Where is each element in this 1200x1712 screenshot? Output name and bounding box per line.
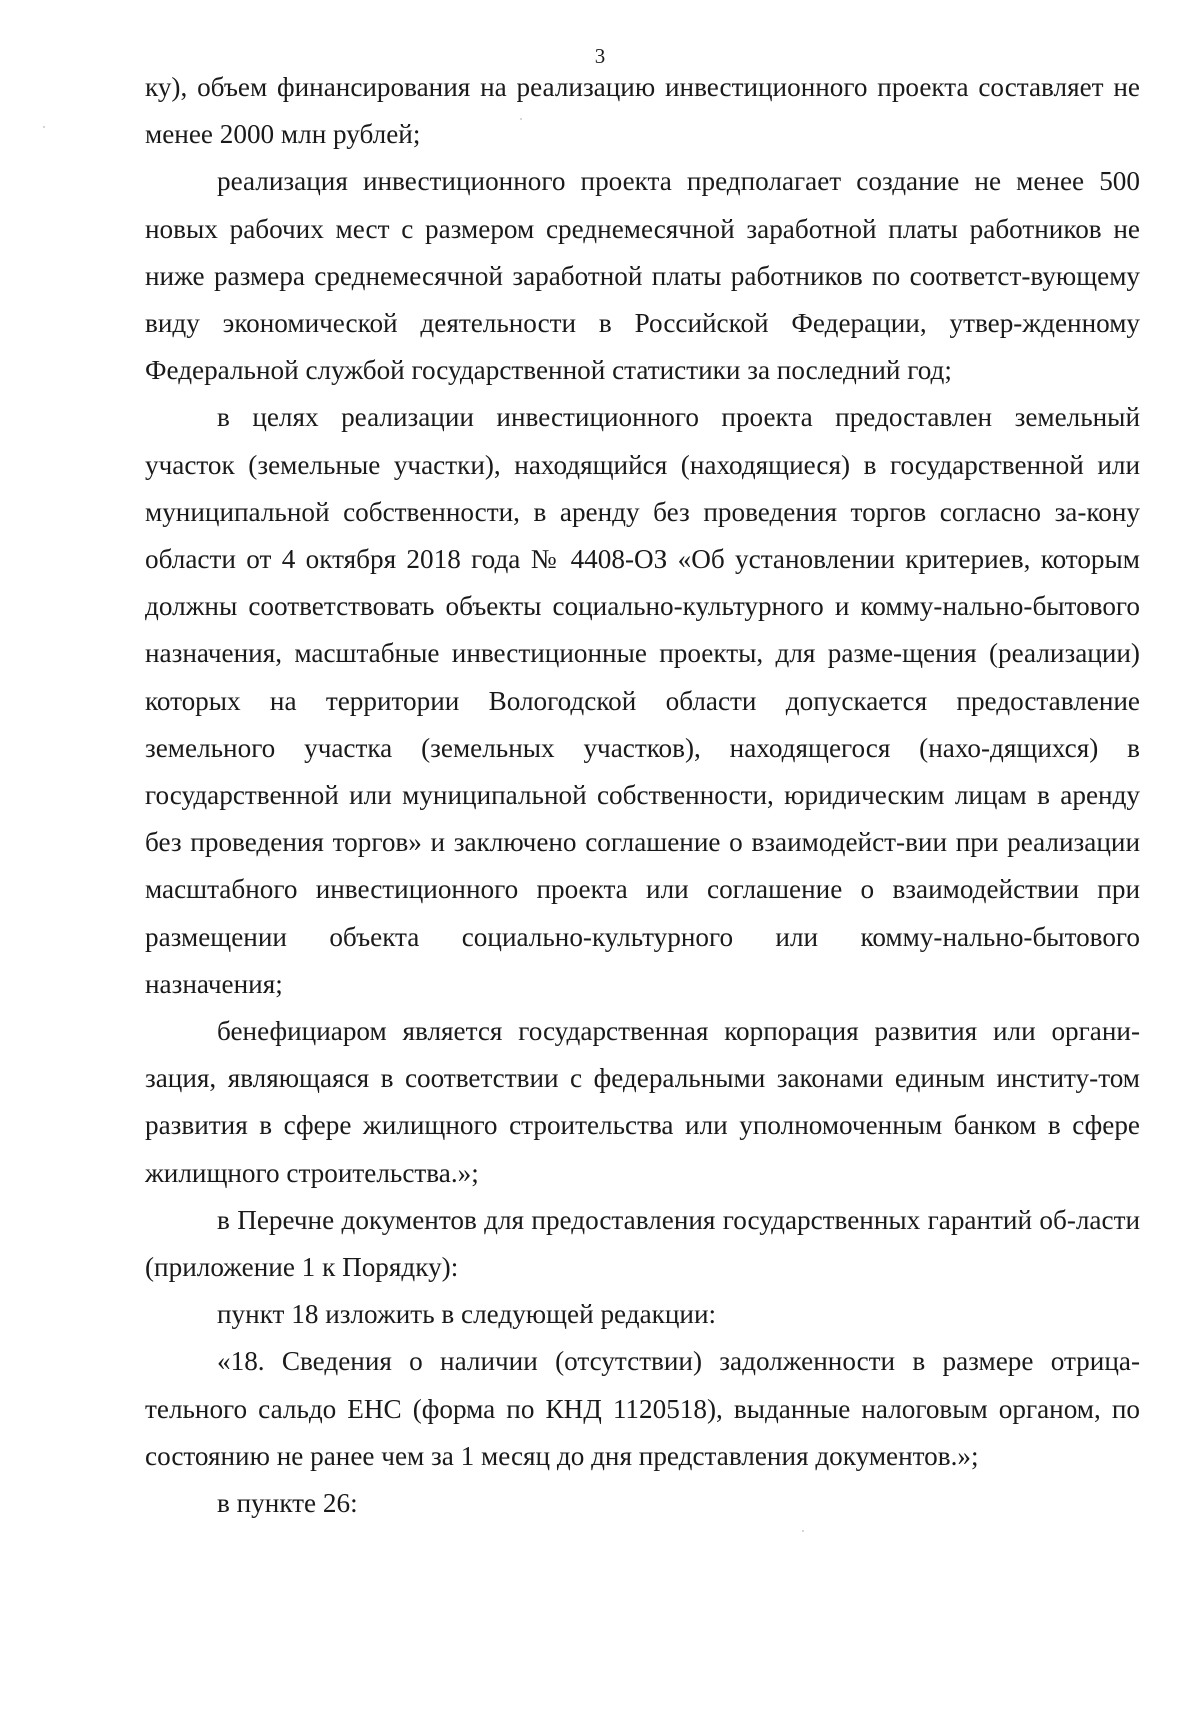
paragraph-continuation: ку), объем финансирования на реализацию инвестиционного проекта составляет не менее 2000 млн рублей; — [145, 72, 1140, 150]
paragraph-beneficiary: бенефициаром является государственная корпорация развития или органи-зация, являющаяся в соответствии с федеральными законами единым институ-том развития в сфере жилищного строительства или уполномоченным банком в сфере жилищного строительства.»; — [145, 1016, 1140, 1188]
page-number: 3 — [594, 44, 606, 68]
paragraph-documents-list: в Перечне документов для предоставления государственных гарантий об-ласти (приложение 1 к Порядку): — [145, 1204, 1140, 1283]
scan-speck — [520, 118, 522, 120]
scan-speck — [802, 1530, 804, 1532]
document-body — [145, 64, 1140, 1527]
paragraph-jobs-requirement: реализация инвестиционного проекта предполагает создание не менее 500 новых рабочих мест с размером среднемесячной заработной платы работников не ниже размера среднемесячной заработной платы работников по соответст-вующему виду экономической деятельности в Российской Федерации, утвер-жденному Федеральной службой государственной статистики за последний год; — [145, 166, 1140, 386]
paragraph-item-26: в пункте 26: — [217, 1488, 358, 1519]
scan-speck — [43, 126, 45, 128]
paragraph-land-plot: в целях реализации инвестиционного проекта предоставлен земельный участок (земельные участки), находящийся (находящиеся) в государственной или муниципальной собственности, в аренду без проведения торгов согласно за-кону области от 4 октября 2018 года № 4408-ОЗ «Об установлении критериев, которым должны соответствовать объекты социально-культурного и комму-нально-бытового назначения, масштабные инвестиционные проекты, для разме-щения (реализации) которых на территории Вологодской области допускается предоставление земельного участка (земельных участков), находящегося (нахо-дящихся) в государственной или муниципальной собственности, юридическим лицам в аренду без проведения торгов» и заключено соглашение о взаимодейст-вии при реализации масштабного инвестиционного проекта или соглашение о взаимодействии при размещении объекта социально-культурного или комму-нально-бытового назначения; — [145, 402, 1140, 999]
paragraph-item-18-intro: пункт 18 изложить в следующей редакции: — [217, 1299, 717, 1330]
paragraph-item-18-text: «18. Сведения о наличии (отсутствии) задолженности в размере отрица-тельного сальдо ЕНС (форма по КНД 1120518), выданные налоговым органом, по состоянию не ранее чем за 1 месяц до дня представления документов.»; — [145, 1346, 1140, 1471]
